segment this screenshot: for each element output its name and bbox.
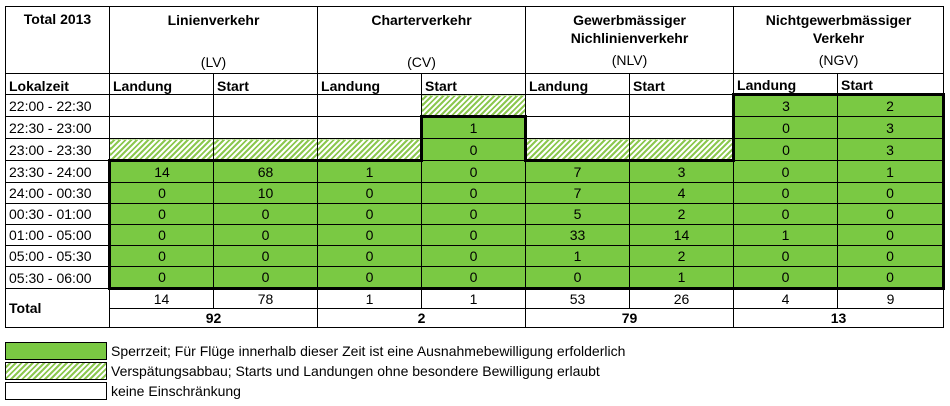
value-cell: 1 <box>422 117 526 139</box>
total-cell: 26 <box>630 289 734 309</box>
value-cell: 4 <box>630 183 734 204</box>
time-cell: 22:00 - 22:30 <box>6 95 110 117</box>
start-header: Start <box>838 74 944 95</box>
total-cell: 53 <box>526 289 630 309</box>
start-header: Start <box>214 74 318 95</box>
value-cell: 0 <box>422 183 526 204</box>
time-cell: 00:30 - 01:00 <box>6 204 110 225</box>
grand-totals-row <box>6 309 944 328</box>
value-cell: 3 <box>838 139 944 161</box>
green-swatch <box>5 342 107 360</box>
value-cell <box>318 139 422 161</box>
value-cell: 0 <box>838 246 944 267</box>
value-cell <box>630 139 734 161</box>
value-cell: 0 <box>422 225 526 246</box>
value-cell <box>318 95 422 117</box>
table-row <box>6 246 944 267</box>
value-cell <box>318 117 422 139</box>
value-cell: 0 <box>734 139 838 161</box>
value-cell: 0 <box>422 139 526 161</box>
table-row <box>6 139 944 161</box>
value-cell: 1 <box>526 246 630 267</box>
value-cell: 0 <box>110 246 214 267</box>
totals-row <box>6 289 944 309</box>
time-cell: 22:30 - 23:00 <box>6 117 110 139</box>
value-cell: 0 <box>110 225 214 246</box>
category-ngv: Nichtgewerbmässiger Verkehr (NGV) <box>734 7 944 74</box>
category-lv: Linienverkehr (LV) <box>110 7 318 74</box>
value-cell: 3 <box>630 161 734 183</box>
table-row <box>6 183 944 204</box>
value-cell: 2 <box>630 204 734 225</box>
value-cell: 0 <box>838 183 944 204</box>
value-cell: 1 <box>318 161 422 183</box>
total-cell: 9 <box>838 289 944 309</box>
value-cell: 0 <box>214 204 318 225</box>
value-cell: 0 <box>838 225 944 246</box>
value-cell: 0 <box>214 225 318 246</box>
value-cell <box>110 139 214 161</box>
subheader-row <box>6 74 944 95</box>
value-cell: 0 <box>422 204 526 225</box>
time-cell: 24:00 - 00:30 <box>6 183 110 204</box>
value-cell: 0 <box>318 246 422 267</box>
legend-text: keine Einschränkung <box>111 383 241 399</box>
legend <box>5 341 625 401</box>
value-cell: 0 <box>734 204 838 225</box>
value-cell: 0 <box>110 204 214 225</box>
value-cell: 7 <box>526 161 630 183</box>
table-row <box>6 117 944 139</box>
table-row <box>6 267 944 289</box>
grand-total-cv: 2 <box>318 309 526 328</box>
value-cell: 0 <box>526 267 630 289</box>
value-cell: 0 <box>318 204 422 225</box>
value-cell: 1 <box>838 161 944 183</box>
corner-label: Total 2013 <box>6 7 110 74</box>
value-cell: 0 <box>734 117 838 139</box>
value-cell: 3 <box>734 95 838 117</box>
time-cell: 01:00 - 05:00 <box>6 225 110 246</box>
table-row <box>6 204 944 225</box>
landing-header: Landung <box>734 74 838 95</box>
value-cell: 0 <box>318 267 422 289</box>
value-cell <box>110 117 214 139</box>
value-cell: 2 <box>630 246 734 267</box>
time-cell: 05:30 - 06:00 <box>6 267 110 289</box>
value-cell: 0 <box>110 183 214 204</box>
value-cell <box>422 95 526 117</box>
value-cell: 1 <box>734 225 838 246</box>
time-cell: 23:30 - 24:00 <box>6 161 110 183</box>
value-cell <box>526 117 630 139</box>
value-cell: 0 <box>422 246 526 267</box>
total-cell: 4 <box>734 289 838 309</box>
value-cell <box>630 117 734 139</box>
value-cell <box>526 139 630 161</box>
value-cell: 0 <box>734 183 838 204</box>
value-cell <box>214 117 318 139</box>
value-cell: 0 <box>110 267 214 289</box>
value-cell: 0 <box>214 267 318 289</box>
value-cell: 0 <box>318 183 422 204</box>
value-cell: 14 <box>110 161 214 183</box>
night-flights-table <box>5 6 945 328</box>
grand-total-nlv: 79 <box>526 309 734 328</box>
value-cell: 0 <box>422 267 526 289</box>
value-cell: 0 <box>214 246 318 267</box>
table-row <box>6 95 944 117</box>
total-cell: 1 <box>318 289 422 309</box>
total-label: Total <box>6 289 110 328</box>
hatched-swatch <box>5 362 107 380</box>
value-cell: 10 <box>214 183 318 204</box>
value-cell: 33 <box>526 225 630 246</box>
value-cell: 0 <box>734 246 838 267</box>
legend-text: Verspätungsabbau; Starts und Landungen ohne besondere Bewilligung erlaubt <box>111 363 600 379</box>
value-cell <box>630 95 734 117</box>
value-cell: 0 <box>838 267 944 289</box>
landing-header: Landung <box>318 74 422 95</box>
value-cell: 1 <box>630 267 734 289</box>
legend-item-verspaetungsabbau <box>5 361 625 381</box>
value-cell: 0 <box>734 161 838 183</box>
value-cell: 3 <box>838 117 944 139</box>
grand-total-ngv: 13 <box>734 309 944 328</box>
landing-header: Landung <box>110 74 214 95</box>
value-cell: 0 <box>734 267 838 289</box>
value-cell: 14 <box>630 225 734 246</box>
value-cell <box>110 95 214 117</box>
start-header: Start <box>422 74 526 95</box>
total-cell: 78 <box>214 289 318 309</box>
value-cell: 2 <box>838 95 944 117</box>
legend-text: Sperrzeit; Für Flüge innerhalb dieser Zeit ist eine Ausnahmebewilligung erfolderlich <box>111 343 626 359</box>
total-cell: 14 <box>110 289 214 309</box>
category-nlv: Gewerbmässiger Nichlinienverkehr (NLV) <box>526 7 734 74</box>
category-cv: Charterverkehr (CV) <box>318 7 526 74</box>
value-cell <box>526 95 630 117</box>
value-cell: 0 <box>838 204 944 225</box>
value-cell: 0 <box>422 161 526 183</box>
value-cell: 68 <box>214 161 318 183</box>
landing-header: Landung <box>526 74 630 95</box>
value-cell: 7 <box>526 183 630 204</box>
value-cell: 0 <box>318 225 422 246</box>
time-header: Lokalzeit <box>6 74 110 95</box>
total-cell: 1 <box>422 289 526 309</box>
legend-item-sperrzeit <box>5 341 625 361</box>
time-cell: 23:00 - 23:30 <box>6 139 110 161</box>
value-cell <box>214 139 318 161</box>
table-row <box>6 225 944 246</box>
value-cell <box>214 95 318 117</box>
table-row <box>6 161 944 183</box>
time-cell: 05:00 - 05:30 <box>6 246 110 267</box>
value-cell: 5 <box>526 204 630 225</box>
start-header: Start <box>630 74 734 95</box>
grand-total-lv: 92 <box>110 309 318 328</box>
white-swatch <box>5 382 107 400</box>
legend-item-keine-einschraenkung <box>5 381 625 401</box>
